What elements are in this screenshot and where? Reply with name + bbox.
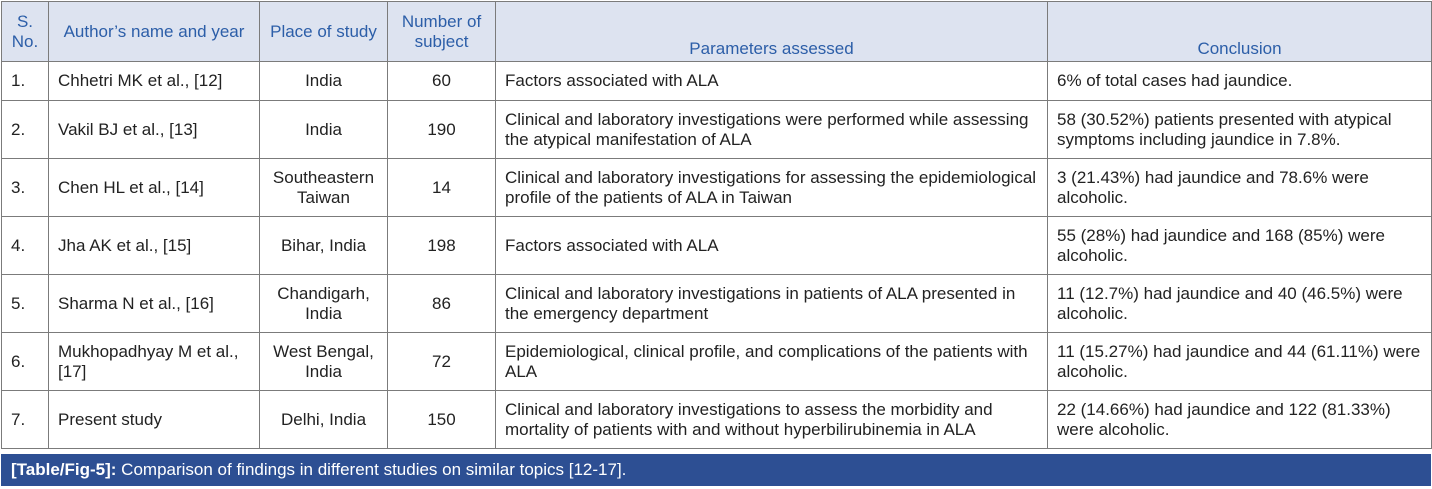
header-place: Place of study [260, 2, 388, 62]
cell-place: Southeastern Taiwan [260, 159, 388, 217]
cell-params: Clinical and laboratory investigations in patients of ALA presented in the emergency department [496, 275, 1048, 333]
comparison-table-figure [1, 1, 1431, 487]
cell-conclusion: 22 (14.66%) had jaundice and 122 (81.33%) were alcoholic. [1048, 391, 1432, 449]
cell-conclusion: 6% of total cases had jaundice. [1048, 62, 1432, 101]
cell-author: Vakil BJ et al., [13] [49, 101, 260, 159]
cell-params: Clinical and laboratory investigations were performed while assessing the atypical manifestation of ALA [496, 101, 1048, 159]
cell-params: Clinical and laboratory investigations for assessing the epidemiological profile of the patients of ALA in Taiwan [496, 159, 1048, 217]
table-row [2, 275, 1432, 333]
cell-subjects: 150 [388, 391, 496, 449]
header-conclusion: Conclusion [1048, 2, 1432, 62]
cell-params: Factors associated with ALA [496, 62, 1048, 101]
cell-sno: 1. [2, 62, 49, 101]
cell-conclusion: 3 (21.43%) had jaundice and 78.6% were alcoholic. [1048, 159, 1432, 217]
cell-params: Epidemiological, clinical profile, and complications of the patients with ALA [496, 333, 1048, 391]
table-header-row [2, 2, 1432, 62]
cell-place: India [260, 101, 388, 159]
cell-subjects: 86 [388, 275, 496, 333]
cell-sno: 3. [2, 159, 49, 217]
cell-sno: 6. [2, 333, 49, 391]
cell-conclusion: 58 (30.52%) patients presented with atypical symptoms including jaundice in 7.8%. [1048, 101, 1432, 159]
table-row [2, 62, 1432, 101]
cell-place: Bihar, India [260, 217, 388, 275]
caption-text: Comparison of findings in different studies on similar topics [12-17]. [116, 460, 627, 479]
cell-subjects: 14 [388, 159, 496, 217]
header-subjects: Number of subject [388, 2, 496, 62]
cell-params: Factors associated with ALA [496, 217, 1048, 275]
cell-author: Mukhopadhyay M et al., [17] [49, 333, 260, 391]
cell-place: India [260, 62, 388, 101]
cell-subjects: 190 [388, 101, 496, 159]
cell-author: Sharma N et al., [16] [49, 275, 260, 333]
cell-author: Jha AK et al., [15] [49, 217, 260, 275]
cell-conclusion: 55 (28%) had jaundice and 168 (85%) were alcoholic. [1048, 217, 1432, 275]
table-row [2, 391, 1432, 449]
header-author: Author’s name and year [49, 2, 260, 62]
cell-place: Chandigarh, India [260, 275, 388, 333]
cell-subjects: 60 [388, 62, 496, 101]
cell-author: Chen HL et al., [14] [49, 159, 260, 217]
table-row [2, 217, 1432, 275]
cell-params: Clinical and laboratory investigations to assess the morbidity and mortality of patients with and without hyperbilirubinemia in ALA [496, 391, 1048, 449]
table-row [2, 333, 1432, 391]
cell-sno: 7. [2, 391, 49, 449]
cell-subjects: 198 [388, 217, 496, 275]
cell-place: Delhi, India [260, 391, 388, 449]
cell-subjects: 72 [388, 333, 496, 391]
table-row [2, 101, 1432, 159]
comparison-table [1, 1, 1432, 449]
cell-author: Present study [49, 391, 260, 449]
header-params: Parameters assessed [496, 2, 1048, 62]
caption-label: [Table/Fig-5]: [11, 460, 117, 479]
cell-sno: 4. [2, 217, 49, 275]
header-sno: S. No. [2, 2, 49, 62]
cell-conclusion: 11 (12.7%) had jaundice and 40 (46.5%) were alcoholic. [1048, 275, 1432, 333]
table-row [2, 159, 1432, 217]
table-caption [1, 454, 1431, 486]
cell-sno: 2. [2, 101, 49, 159]
cell-sno: 5. [2, 275, 49, 333]
cell-conclusion: 11 (15.27%) had jaundice and 44 (61.11%) were alcoholic. [1048, 333, 1432, 391]
cell-place: West Bengal, India [260, 333, 388, 391]
cell-author: Chhetri MK et al., [12] [49, 62, 260, 101]
